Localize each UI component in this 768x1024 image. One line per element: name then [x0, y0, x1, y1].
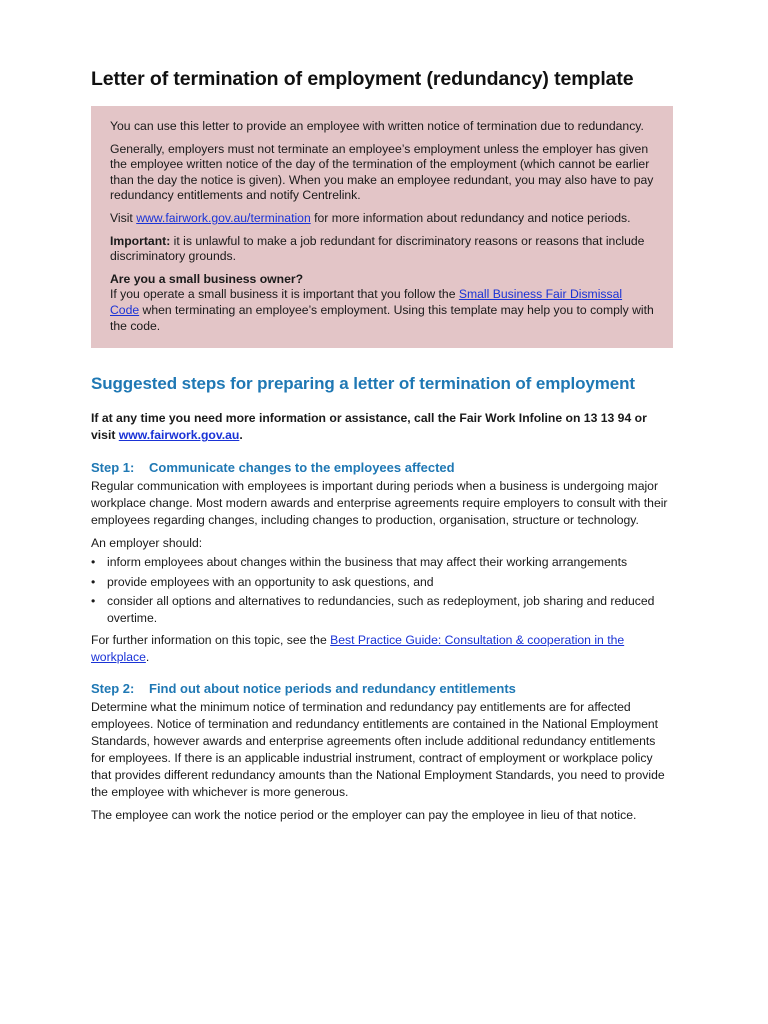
fairwork-home-link[interactable]: www.fairwork.gov.au — [118, 428, 240, 443]
list-item — [91, 593, 671, 626]
important-label: Important: — [110, 233, 171, 248]
notice-paragraph-small-business — [110, 272, 654, 334]
small-business-suffix: when terminating an employee’s employment. Using this template may help you to comply with the code. — [110, 302, 654, 333]
notice-paragraph-general: Generally, employers must not terminate an employee’s employment unless the employer has given the employee written notice of the day of the termination of the employment (which cannot be earlier than the day the notice is given). When you make an employee redundant, you may also have to pay redundancy entitlements and notify Centrelink. — [110, 141, 654, 203]
notice-paragraph-important — [110, 234, 654, 265]
document-page — [91, 66, 677, 824]
small-business-heading: Are you a small business owner? — [110, 271, 304, 286]
visit-suffix: for more information about redundancy and notice periods. — [310, 210, 631, 225]
step-1-paragraph: Regular communication with employees is important during periods when a business is undergoing major workplace change. Most modern awards and enterprise agreements require employers to consult with their employees regarding changes, including changes to production, organisation, structure or technology. — [91, 479, 668, 528]
visit-prefix: Visit — [110, 210, 137, 225]
list-item — [91, 554, 671, 571]
notice-box — [91, 106, 673, 348]
step-1-number: Step 1: — [91, 460, 135, 476]
step-1-bullet-list — [91, 554, 671, 626]
bullet-icon: • — [91, 555, 96, 570]
small-business-prefix: If you operate a small business it is important that you follow the — [110, 287, 459, 302]
step-1-further-info — [91, 632, 671, 666]
bullet-icon: • — [91, 594, 96, 609]
bullet-text: provide employees with an opportunity to ask questions, and — [107, 574, 434, 589]
step-1-employer-should: An employer should: — [91, 536, 203, 551]
list-item — [91, 574, 671, 591]
step-1-title: Communicate changes to the employees affected — [149, 460, 455, 476]
step-2-notice-paragraph: The employee can work the notice period or the employer can pay the employee in lieu of that notice. — [91, 808, 637, 823]
step-2-title: Find out about notice periods and redundancy entitlements — [149, 681, 516, 697]
step-1-heading — [91, 459, 677, 476]
best-practice-guide-link[interactable]: Best Practice Guide: Consultation & cooperation in the workplace — [91, 633, 625, 665]
important-text: it is unlawful to make a job redundant for discriminatory reasons or reasons that include discriminatory grounds. — [110, 233, 645, 264]
bullet-text: consider all options and alternatives to redundancies, such as redeployment, job sharing and reduced overtime. — [107, 594, 655, 625]
infoline-suffix: . — [239, 428, 243, 443]
further-suffix: . — [145, 650, 150, 665]
step-2-paragraph: Determine what the minimum notice of termination and redundancy pay entitlements are for affected employees. Notice of termination and redundancy entitlements are contained in the National Employment Standards, however awards and enterprise agreements often include additional redundancy entitlements for employees. If there is an applicable industrial instrument, contract of employment or workplace policy that provides different redundancy amounts than the National Employment Standards, you need to provide the employee with whichever is more generous. — [91, 700, 665, 800]
document-title: Letter of termination of employment (redundancy) template — [91, 68, 634, 90]
notice-paragraph-visit — [110, 211, 654, 227]
notice-paragraph-intro: You can use this letter to provide an employee with written notice of termination due to redundancy. — [110, 119, 644, 133]
step-2-number: Step 2: — [91, 681, 135, 697]
further-prefix: For further information on this topic, see the — [91, 633, 331, 648]
step-2-heading — [91, 680, 677, 697]
small-business-code-link[interactable]: Small Business Fair Dismissal Code — [110, 287, 623, 317]
bullet-text: inform employees about changes within the business that may affect their working arrangements — [107, 555, 628, 570]
fairwork-termination-link[interactable]: www.fairwork.gov.au/termination — [136, 210, 311, 225]
fair-work-infoline — [91, 410, 671, 444]
infoline-prefix: If at any time you need more information or assistance, call the Fair Work Infoline on 13 13 94 or visit — [91, 411, 647, 443]
steps-section-heading: Suggested steps for preparing a letter of termination of employment — [91, 374, 635, 394]
bullet-icon: • — [91, 574, 96, 589]
